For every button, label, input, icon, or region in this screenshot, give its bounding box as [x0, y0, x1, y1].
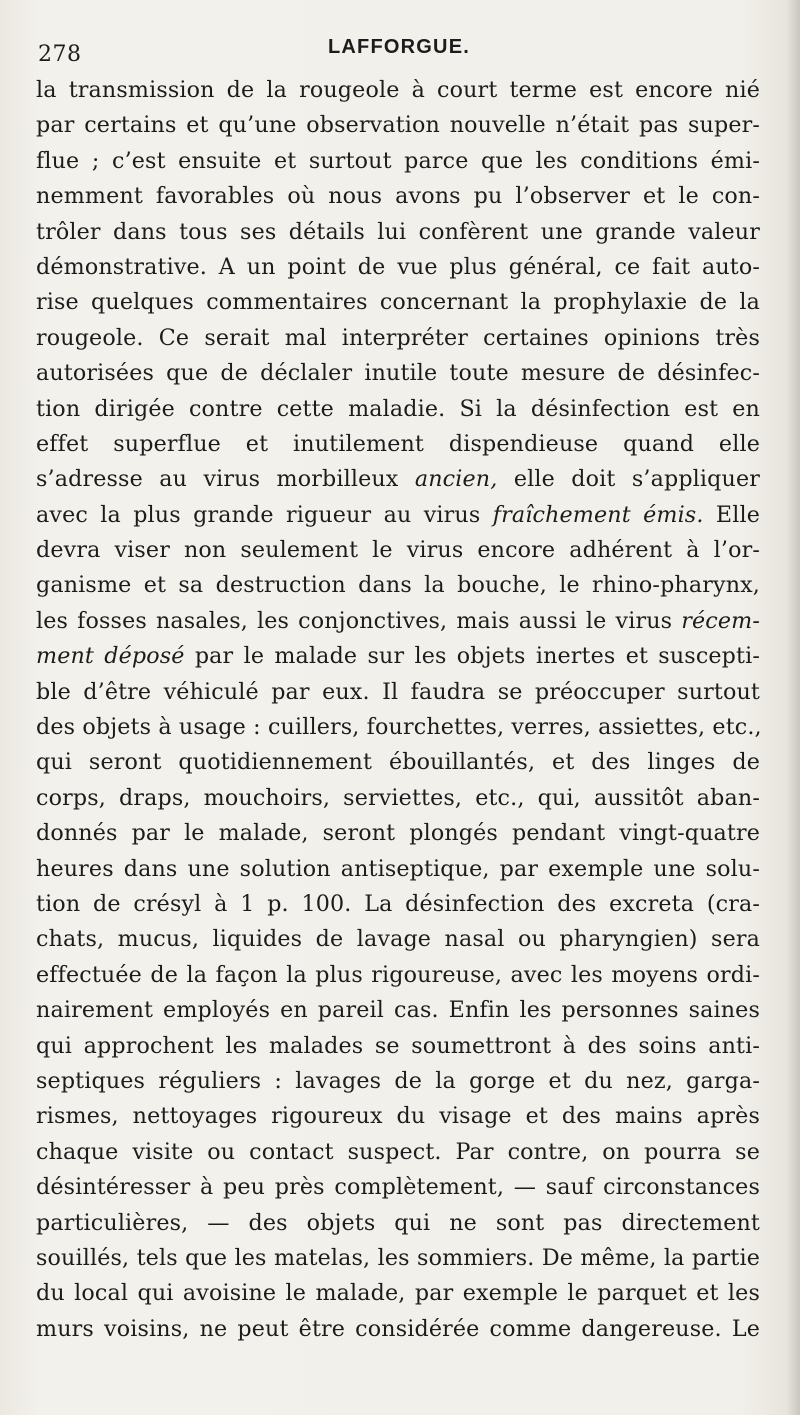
page-edge-shadow [786, 0, 800, 1415]
text-line: démonstrative. A un point de vue plus général, ce fait auto- [36, 253, 760, 280]
text-line: chats, mucus, liquides de lavage nasal ou pharyngien) sera [36, 926, 760, 953]
text-line: effet superflue et inutilement dispendieuse quand elle [36, 430, 760, 457]
text-line: qui seront quotidiennement ébouillantés, et des linges de [36, 749, 760, 776]
text-line: autorisées que de déclaler inutile toute mesure de désinfec- [36, 360, 760, 387]
text-line: chaque visite ou contact suspect. Par contre, on pourra se [36, 1138, 760, 1165]
running-head: LAFFORGUE. [328, 36, 470, 58]
text-line: qui approchent les malades se soumettront à des soins anti- [36, 1032, 760, 1059]
text-line: du local qui avoisine le malade, par exemple le parquet et les [36, 1280, 760, 1307]
text-line: souillés, tels que les matelas, les sommiers. De même, la partie [36, 1244, 760, 1271]
text-line: murs voisins, ne peut être considérée comme dangereuse. Le [36, 1315, 760, 1342]
italic-phrase: ment déposé [36, 643, 185, 670]
page-number: 278 [38, 42, 82, 67]
text-line: rise quelques commentaires concernant la prophylaxie de la [36, 289, 760, 316]
text-line: ment déposé par le malade sur les objets inertes et suscepti- [36, 643, 760, 670]
text-line: ble d’être véhiculé par eux. Il faudra se préoccuper surtout [36, 678, 760, 705]
text-line: septiques réguliers : lavages de la gorge et du nez, garga- [36, 1067, 760, 1094]
text-line: les fosses nasales, les conjonctives, mais aussi le virus récem- [36, 607, 760, 634]
text-line: avec la plus grande rigueur au virus fraîchement émis. Elle [36, 501, 761, 528]
text-line: s’adresse au virus morbilleux ancien, elle doit s’appliquer [36, 466, 760, 493]
text-line: nairement employés en pareil cas. Enfin les personnes saines [36, 997, 760, 1024]
italic-phrase: ancien, [414, 466, 498, 493]
text-line: rismes, nettoyages rigoureux du visage et des mains après [36, 1103, 760, 1130]
text-line: heures dans une solution antiseptique, par exemple une solu- [36, 855, 760, 882]
text-line: par certains et qu’une observation nouvelle n’était pas super- [36, 112, 760, 139]
body-text [36, 73, 760, 1347]
italic-phrase: fraîchement émis. [492, 501, 704, 528]
text-line: des objets à usage : cuillers, fourchettes, verres, assiettes, etc., [36, 714, 762, 741]
text-line: corps, draps, mouchoirs, serviettes, etc., qui, aussitôt aban- [36, 784, 760, 811]
text-line: rougeole. Ce serait mal interpréter certaines opinions très [36, 324, 760, 351]
text-line: ganisme et sa destruction dans la bouche, le rhino-pharynx, [36, 572, 760, 599]
text-line: particulières, — des objets qui ne sont pas directement [36, 1209, 760, 1236]
italic-phrase: récem- [681, 607, 760, 634]
text-line: désintéresser à peu près complètement, — sauf circonstances [36, 1174, 760, 1201]
text-line: devra viser non seulement le virus encore adhérent à l’or- [36, 537, 760, 564]
text-line: effectuée de la façon la plus rigoureuse, avec les moyens ordi- [36, 961, 760, 988]
text-line: donnés par le malade, seront plongés pendant vingt-quatre [36, 820, 760, 847]
page-header [38, 30, 758, 66]
text-line: tion dirigée contre cette maladie. Si la désinfection est en [36, 395, 760, 422]
text-line: trôler dans tous ses détails lui confèrent une grande valeur [36, 218, 760, 245]
text-line: nemment favorables où nous avons pu l’observer et le con- [36, 183, 760, 210]
text-line: flue ; c’est ensuite et surtout parce que les conditions émi- [36, 147, 760, 174]
text-line: la transmission de la rougeole à court terme est encore nié [36, 77, 760, 103]
text-line: tion de crésyl à 1 p. 100. La désinfection des excreta (cra- [36, 890, 760, 917]
